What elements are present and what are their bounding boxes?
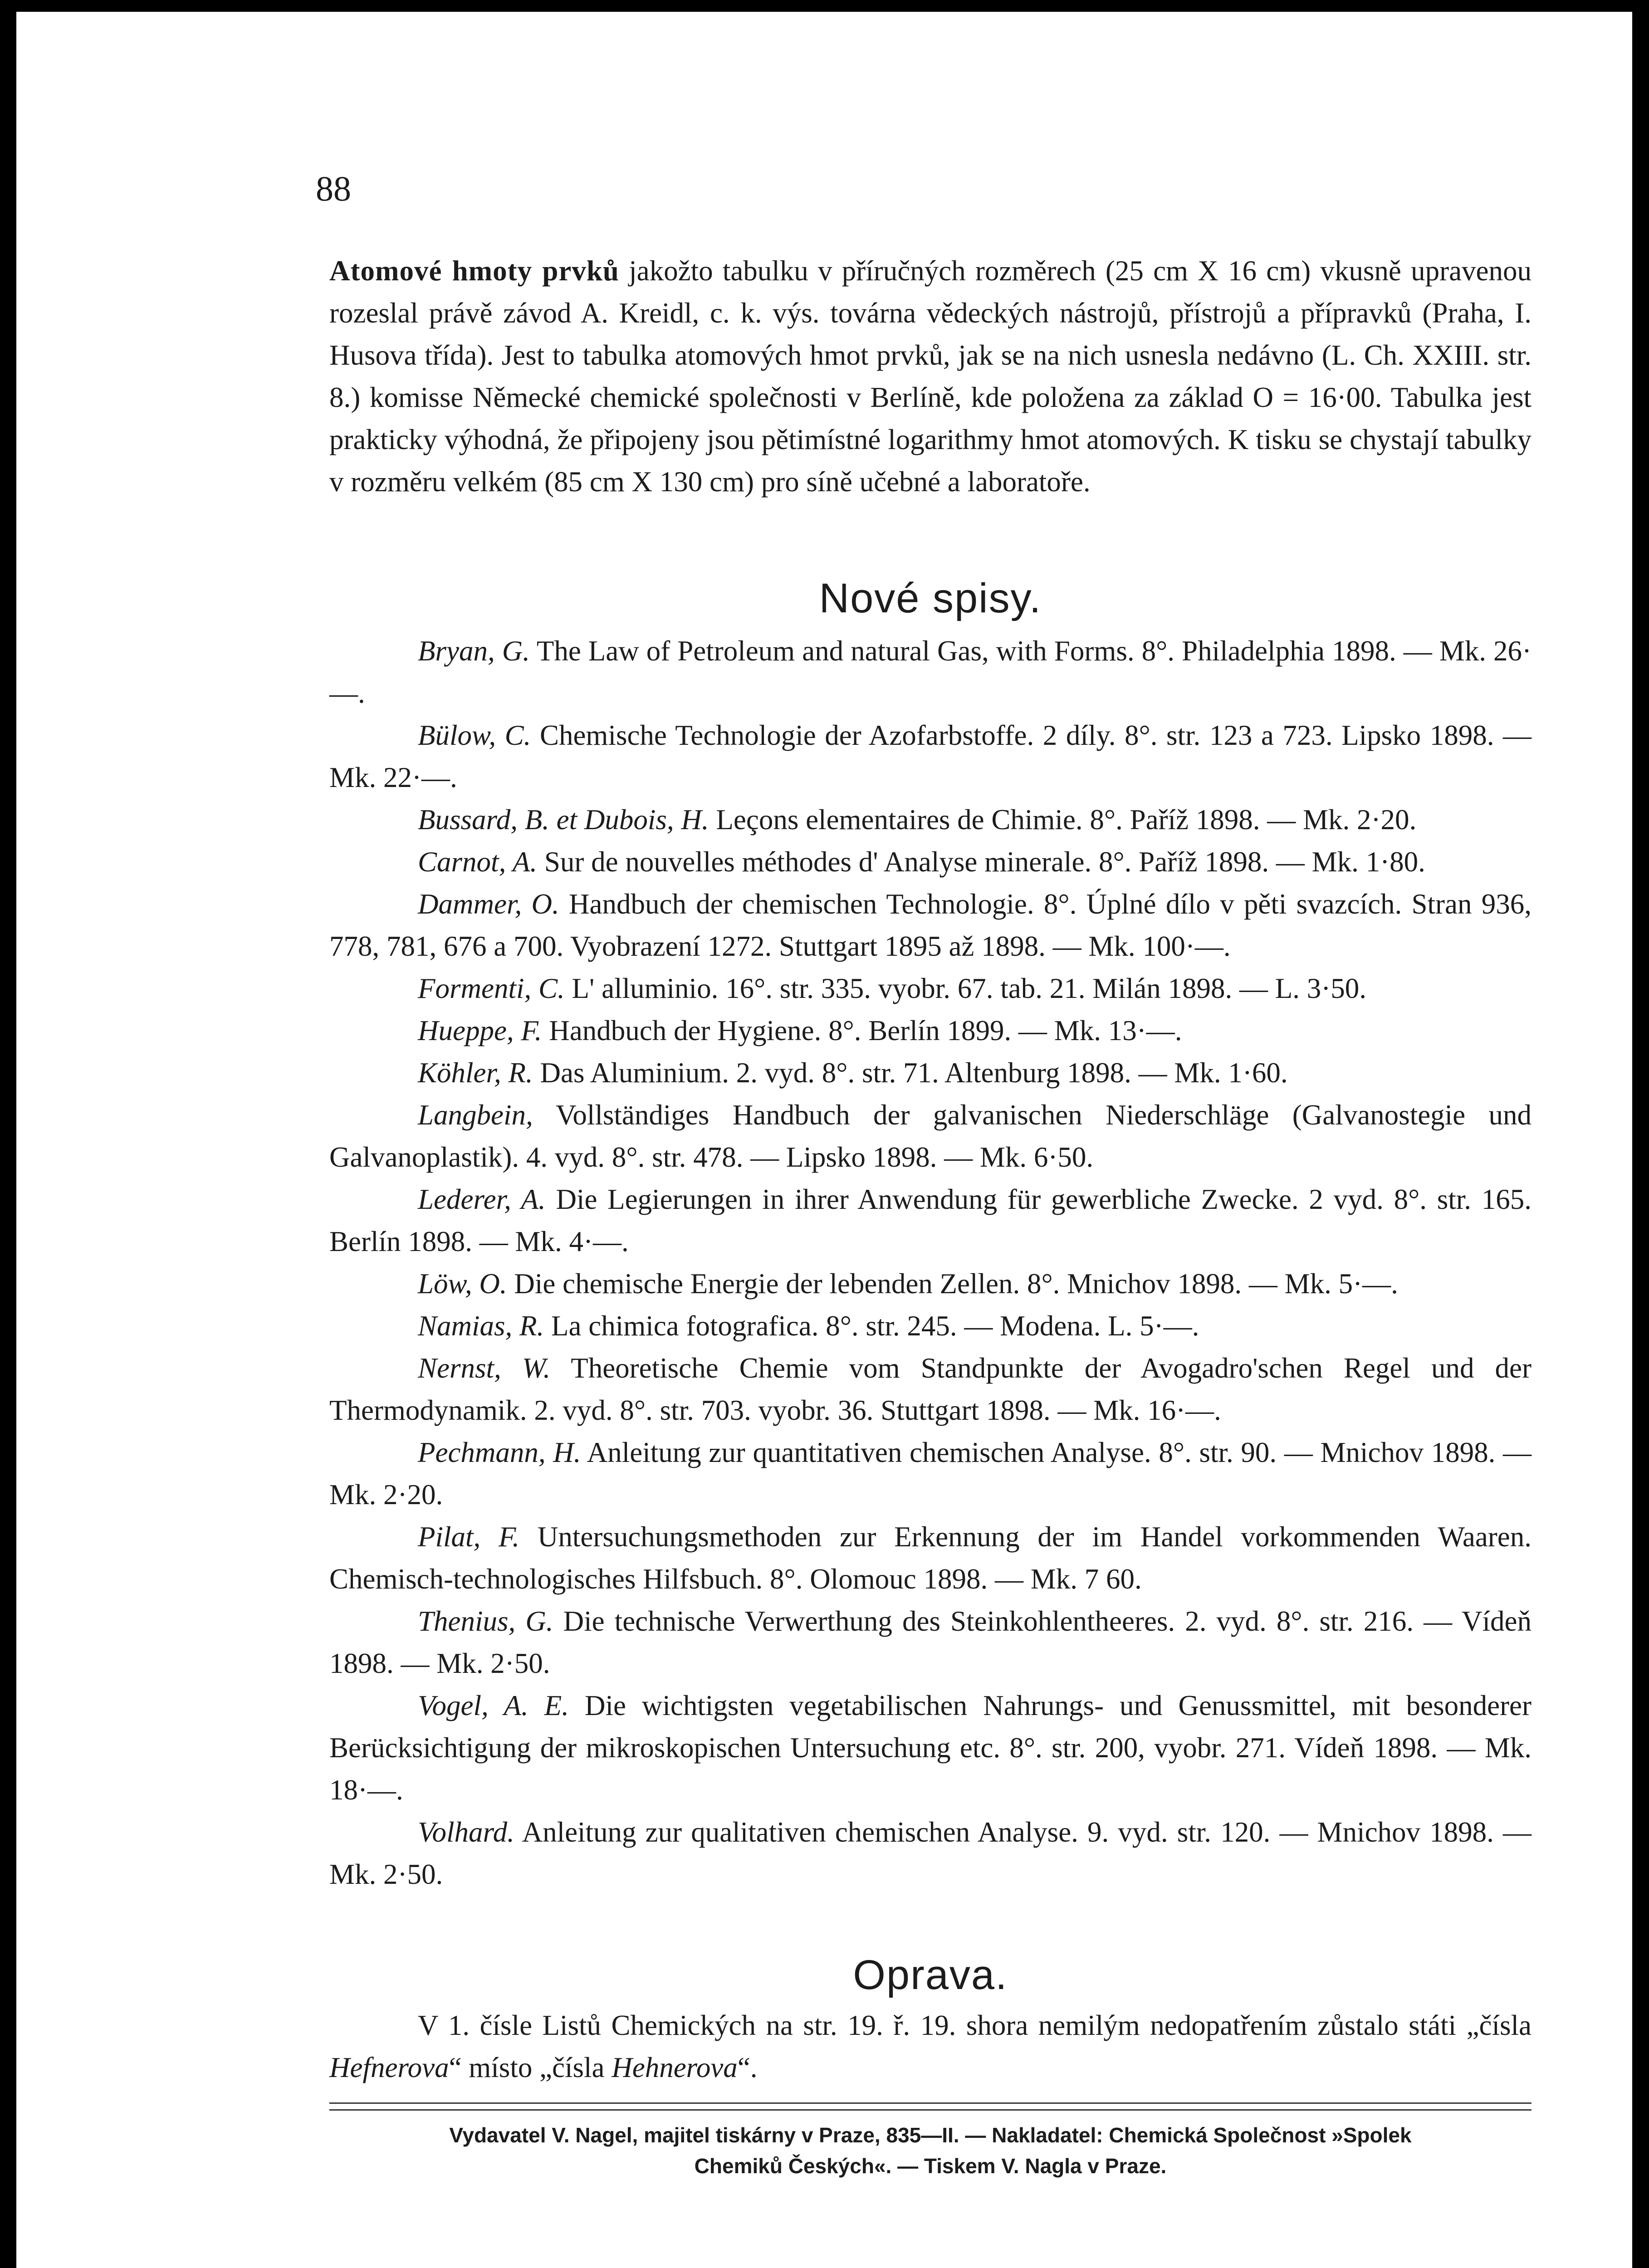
oprava-wrong-name: Hefnerova	[329, 2052, 449, 2083]
document-page	[16, 12, 1632, 2268]
bibliography-entry	[329, 1347, 1532, 1432]
entry-author: Thenius, G.	[418, 1605, 553, 1637]
entry-author: Pilat, F.	[418, 1521, 520, 1553]
oprava-text-2: “ místo „čísla	[449, 2052, 605, 2083]
bibliography-entry	[329, 1263, 1532, 1305]
bibliography-entry	[329, 883, 1532, 968]
entry-text: L' alluminio. 16°. str. 335. vyobr. 67. tab. 21. Milán 1898. — L. 3·50.	[572, 973, 1366, 1004]
oprava-paragraph	[329, 2004, 1532, 2089]
bibliography-entry	[329, 1052, 1532, 1094]
bibliography-entry	[329, 714, 1532, 799]
footer-line-2: Chemiků Českých«. — Tiskem V. Nagla v Praze.	[694, 2154, 1167, 2178]
bibliography-entry	[329, 1305, 1532, 1347]
entry-text: Handbuch der chemischen Technologie. 8°. Úplné dílo v pěti svazcích. Stran 936, 778, 781, 676 a 700. Vyobrazení 1272. Stuttgart 1895 až 1898. — Mk. 100·—.	[329, 888, 1532, 962]
entry-author: Vogel, A. E.	[418, 1690, 569, 1721]
oprava-text-3: “.	[737, 2052, 758, 2083]
entry-author: Hueppe, F.	[418, 1015, 542, 1046]
publisher-footer	[329, 2120, 1532, 2181]
entry-author: Bussard, B. et Dubois, H.	[418, 804, 709, 836]
bibliography-entry	[329, 1811, 1532, 1896]
bibliography-entry	[329, 630, 1532, 714]
entry-text: Die Legierungen in ihrer Anwendung für gewerbliche Zwecke. 2 vyd. 8°. str. 165. Berlín 1898. — Mk. 4·—.	[329, 1183, 1532, 1257]
intro-text: jakožto tabulku v příručných rozměrech (25 cm X 16 cm) vkusně upravenou rozeslal právě závod A. Kreidl, c. k. výs. továrna vědeckých nástrojů, přístrojů a přípravků (Praha, I. Husova třída). Jest to tabulka atomových hmot prvků, jak se na nich usnesla nedávno (L. Ch. XXIII. str. 8.) komisse Německé chemické společnosti v Berlíně, kde položena za základ O = 16·00. Tabulka jest prakticky výhodná, že připojeny jsou pětimístné logarithmy hmot atomových. K tisku se chystají tabulky v rozměru velkém (85 cm X 130 cm) pro síně učebné a laboratoře.	[329, 255, 1532, 498]
bibliography-entry	[329, 968, 1532, 1010]
bibliography-entry	[329, 1432, 1532, 1516]
intro-paragraph	[329, 250, 1532, 503]
bibliography-entry	[329, 1516, 1532, 1600]
entry-text: Anleitung zur quantitativen chemischen Analyse. 8°. str. 90. — Mnichov 1898. — Mk. 2·20.	[329, 1437, 1532, 1510]
entry-text: Die chemische Energie der lebenden Zellen. 8°. Mnichov 1898. — Mk. 5·—.	[514, 1268, 1398, 1300]
entry-text: Vollständiges Handbuch der galvanischen Niederschläge (Galvanostegie und Galvanoplastik). 4. vyd. 8°. str. 478. — Lipsko 1898. — Mk. 6·50.	[329, 1099, 1532, 1173]
entry-text: Handbuch der Hygiene. 8°. Berlín 1899. — Mk. 13·—.	[549, 1015, 1182, 1046]
page-number: 88	[316, 169, 351, 208]
footer-rules	[329, 2102, 1532, 2111]
entry-author: Pechmann, H.	[418, 1437, 581, 1468]
entry-author: Nernst, W.	[418, 1352, 551, 1384]
entry-text: Die wichtigsten vegetabilischen Nahrungs- und Genussmittel, mit besonderer Berücksichtigung der mikroskopischen Untersuchung etc. 8°. str. 200, vyobr. 271. Vídeň 1898. — Mk. 18·—.	[329, 1690, 1532, 1806]
entry-author: Köhler, R.	[418, 1057, 533, 1089]
entry-text: The Law of Petroleum and natural Gas, with Forms. 8°. Philadelphia 1898. — Mk. 26·—.	[329, 635, 1532, 709]
entry-author: Langbein,	[418, 1099, 533, 1131]
entry-text: Leçons elementaires de Chimie. 8°. Paříž 1898. — Mk. 2·20.	[716, 804, 1417, 836]
bibliography-entry	[329, 1094, 1532, 1178]
bibliography-entry	[329, 1010, 1532, 1052]
entry-text: Das Aluminium. 2. vyd. 8°. str. 71. Altenburg 1898. — Mk. 1·60.	[540, 1057, 1288, 1089]
oprava-correct-name: Hehnerova	[612, 2052, 738, 2083]
entry-text: Untersuchungsmethoden zur Erkennung der im Handel vorkommenden Waaren. Chemisch-technologisches Hilfsbuch. 8°. Olomouc 1898. — Mk. 7 60.	[329, 1521, 1532, 1595]
page-content	[329, 250, 1532, 2181]
bibliography-entry	[329, 841, 1532, 883]
entry-text: Anleitung zur qualitativen chemischen Analyse. 9. vyd. str. 120. — Mnichov 1898. — Mk. 2·50.	[329, 1816, 1532, 1890]
bibliography-entry	[329, 1178, 1532, 1263]
entry-author: Carnot, A.	[418, 846, 538, 878]
bibliography-entry	[329, 1600, 1532, 1685]
entry-text: Die technische Verwerthung des Steinkohlentheeres. 2. vyd. 8°. str. 216. — Vídeň 1898. — Mk. 2·50.	[329, 1605, 1532, 1679]
entry-author: Bryan, G.	[418, 635, 530, 667]
section-heading-nove-spisy: Nové spisy.	[819, 575, 1042, 621]
entry-author: Volhard.	[418, 1816, 514, 1848]
entry-author: Lederer, A.	[418, 1183, 546, 1215]
entry-text: Theoretische Chemie vom Standpunkte der Avogadro'schen Regel und der Thermodynamik. 2. vyd. 8°. str. 703. vyobr. 36. Stuttgart 1898. — Mk. 16·—.	[329, 1352, 1532, 1426]
footer-divider	[329, 2109, 1532, 2111]
entry-author: Bülow, C.	[418, 719, 531, 751]
entry-author: Dammer, O.	[418, 888, 559, 920]
section-heading-oprava: Oprava.	[853, 1952, 1008, 1998]
intro-bold-title: Atomové hmoty prvků	[329, 255, 619, 287]
footer-line-1: Vydavatel V. Nagel, majitel tiskárny v Praze, 835—II. — Nakladatel: Chemická Společnost »Spolek	[449, 2123, 1412, 2147]
entry-author: Formenti, C.	[418, 973, 565, 1004]
bibliography-entry	[329, 799, 1532, 841]
bibliography-list	[329, 630, 1532, 1896]
bibliography-entry	[329, 1685, 1532, 1811]
footer-divider	[329, 2102, 1532, 2104]
entry-author: Löw, O.	[418, 1268, 507, 1300]
oprava-text-1: V 1. čísle Listů Chemických na str. 19. ř. 19. shora nemilým nedopatřením zůstalo státi „čísla	[418, 2009, 1532, 2041]
entry-text: La chimica fotografica. 8°. str. 245. — Modena. L. 5·—.	[551, 1310, 1199, 1342]
entry-author: Namias, R.	[418, 1310, 544, 1342]
entry-text: Sur de nouvelles méthodes d' Analyse minerale. 8°. Paříž 1898. — Mk. 1·80.	[544, 846, 1425, 878]
entry-text: Chemische Technologie der Azofarbstoffe. 2 díly. 8°. str. 123 a 723. Lipsko 1898. — Mk. 22·—.	[329, 719, 1532, 793]
